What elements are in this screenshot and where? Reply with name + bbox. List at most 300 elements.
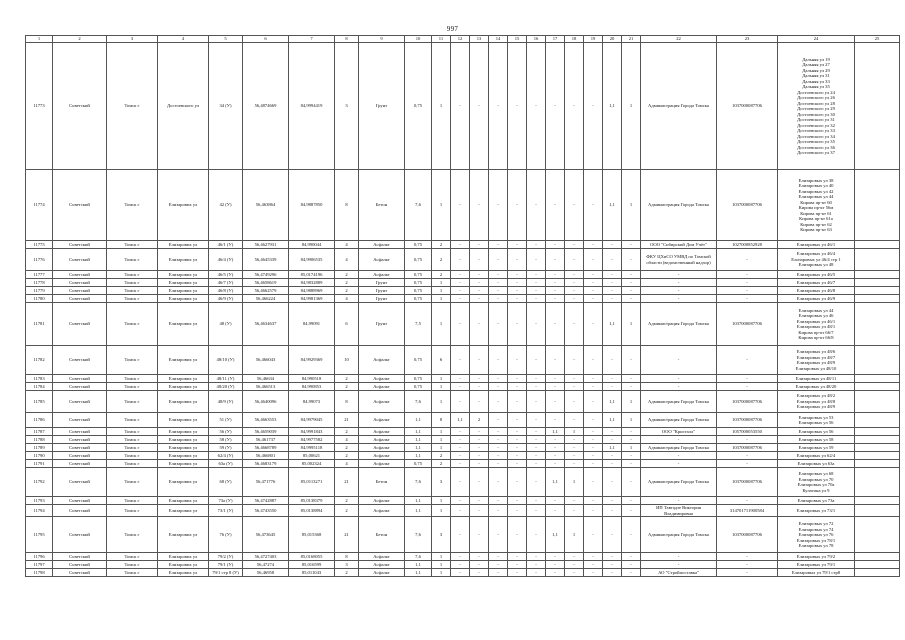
served-address: Дальняя ул 33 [802, 78, 830, 84]
cell-district: Советский [53, 391, 107, 413]
cell-container-count: 6 [432, 346, 451, 375]
cell-container-count: 1 [432, 295, 451, 303]
column-header: 8 [335, 36, 359, 43]
cell-col-15: - [508, 569, 527, 577]
cell-surface: Асфальт [359, 346, 405, 375]
served-address: Елизаровых ул 46/1 [796, 241, 836, 247]
cell-col-21: - [622, 460, 641, 468]
table-row [26, 444, 900, 452]
cell-col-20: 1,1 [603, 444, 622, 452]
cell-owner: Администрация Города Томска [641, 444, 717, 452]
cell-col-21: - [622, 468, 641, 497]
cell-col-14: - [489, 444, 508, 452]
cell-col-15: - [508, 505, 527, 517]
column-header: 11 [432, 36, 451, 43]
cell-volume: 0,75 [405, 249, 432, 271]
cell-district: Советский [53, 444, 107, 452]
served-address: Дальняя ул 27 [802, 62, 830, 67]
cell-col-19: - [584, 413, 603, 428]
cell-latitude: 56,473645 [243, 517, 289, 553]
cell-col-14: - [489, 383, 508, 391]
cell-latitude: 56,4645339 [243, 249, 289, 271]
cell-volume: 1,1 [405, 452, 432, 460]
cell-owner: Администрация Города Томска [641, 391, 717, 413]
cell-col-13: - [470, 436, 489, 444]
cell-col-18: - [565, 460, 584, 468]
cell-longitude: 85,0138379 [289, 497, 335, 505]
cell-row-id: 11795 [26, 517, 53, 553]
cell-col-12: - [451, 505, 470, 517]
cell-col-19: - [584, 468, 603, 497]
cell-area: 2 [335, 375, 359, 383]
cell-street: Елизарових ул [158, 303, 209, 346]
cell-latitude: 56,466224 [243, 295, 289, 303]
cell-volume: 1,1 [405, 569, 432, 577]
cell-longitude: 85,011043 [289, 569, 335, 577]
cell-col-12: - [451, 170, 470, 241]
cell-col-19: - [584, 561, 603, 569]
cell-city: Томск г [107, 436, 158, 444]
served-address: Елизаровых ул 48/9 [796, 360, 836, 365]
column-header: 7 [289, 36, 335, 43]
cell-col-12: - [451, 436, 470, 444]
served-address: Елизаровых ул 48/20 [795, 383, 837, 389]
cell-ogrn: 1037000087706 [717, 517, 778, 553]
cell-city: Томск г [107, 391, 158, 413]
cell-col-21: - [622, 383, 641, 391]
cell-served-addresses [778, 375, 855, 383]
cell-owner: - [641, 279, 717, 287]
cell-city: Томск г [107, 170, 158, 241]
cell-col-21: - [622, 505, 641, 517]
cell-longitude: 85,015368 [289, 517, 335, 553]
cell-row-id: 11774 [26, 170, 53, 241]
cell-col-21: 1 [622, 444, 641, 452]
cell-col-20: - [603, 383, 622, 391]
cell-col-15: - [508, 287, 527, 295]
cell-house: 62/4 (У) [209, 452, 243, 460]
cell-owner: - [641, 375, 717, 383]
cell-latitude: 56,46634 [243, 375, 289, 383]
cell-col-19: - [584, 287, 603, 295]
cell-col-18: - [565, 553, 584, 561]
cell-latitude: 56,466513 [243, 383, 289, 391]
served-address: Елизаровых ул 48/8 [796, 398, 836, 404]
cell-latitude: 56,4663553 [243, 413, 289, 428]
cell-ogrn: - [717, 295, 778, 303]
table-row [26, 561, 900, 569]
cell-area: 4 [335, 249, 359, 271]
cell-col-19: - [584, 375, 603, 383]
cell-col-13: - [470, 553, 489, 561]
cell-volume: 7,5 [405, 303, 432, 346]
cell-col-13: - [470, 303, 489, 346]
cell-col-15: - [508, 460, 527, 468]
served-address: Елизаровых ул 78 [798, 543, 834, 549]
served-address: Елизаровых ул 56 [798, 420, 834, 425]
cell-street: Елизарових ул [158, 383, 209, 391]
cell-col-13: - [470, 460, 489, 468]
cell-city: Томск г [107, 287, 158, 295]
cell-col-20: - [603, 241, 622, 249]
cell-col-16: - [527, 460, 546, 468]
cell-city: Томск г [107, 249, 158, 271]
cell-col-12: - [451, 497, 470, 505]
cell-container-count: 1 [432, 170, 451, 241]
cell-col-14: - [489, 569, 508, 577]
table-row [26, 375, 900, 383]
cell-col-21: 1 [622, 43, 641, 170]
table-row [26, 468, 900, 497]
cell-col-12: - [451, 249, 470, 271]
cell-volume: 0,75 [405, 241, 432, 249]
cell-col-12: - [451, 295, 470, 303]
table-row [26, 553, 900, 561]
cell-longitude: 84,9994419 [289, 43, 335, 170]
cell-row-id: 11782 [26, 346, 53, 375]
cell-container-count: 1 [432, 279, 451, 287]
cell-street: Елизарових ул [158, 505, 209, 517]
cell-area: 3 [335, 561, 359, 569]
cell-ogrn: - [717, 279, 778, 287]
served-address: Кулагина ул 9 [802, 487, 830, 493]
cell-district: Советский [53, 303, 107, 346]
cell-col-21: 1 [622, 303, 641, 346]
cell-col-12: - [451, 241, 470, 249]
cell-owner: Администрация Города Томска [641, 517, 717, 553]
column-header: 18 [565, 36, 584, 43]
cell-longitude: 84,990853 [289, 383, 335, 391]
cell-district: Советский [53, 295, 107, 303]
table-row [26, 241, 900, 249]
cell-col-14: - [489, 413, 508, 428]
column-header: 5 [209, 36, 243, 43]
cell-col-17: - [546, 241, 565, 249]
cell-row-id: 11789 [26, 444, 53, 452]
cell-row-id: 11781 [26, 303, 53, 346]
served-address: Елизаровых ул 79/1 [796, 562, 836, 568]
column-header: 14 [489, 36, 508, 43]
cell-longitude: 84,9929369 [289, 346, 335, 375]
cell-house: 79/1 (У) [209, 561, 243, 569]
cell-col-12: - [451, 303, 470, 346]
cell-surface: Асфальт [359, 249, 405, 271]
cell-col-19: - [584, 428, 603, 436]
served-address: Елизаровых ул 73/1 [796, 507, 836, 513]
cell-served-addresses [778, 303, 855, 346]
cell-col-20: 1,1 [603, 170, 622, 241]
column-header: 22 [641, 36, 717, 43]
cell-col-17: - [546, 346, 565, 375]
cell-col-12: - [451, 517, 470, 553]
served-address: Елизаровых ул 46/8 [796, 287, 836, 293]
cell-ogrn: - [717, 553, 778, 561]
cell-house: 42 (У) [209, 170, 243, 241]
cell-longitude: 84,9888969 [289, 287, 335, 295]
cell-col-20: - [603, 517, 622, 553]
cell-area: 4 [335, 295, 359, 303]
cell-col-13: - [470, 249, 489, 271]
served-address: Елизаровых ул 46/4 стр 1 [791, 256, 841, 262]
served-address: Елизаровых ул 74 [798, 526, 834, 532]
cell-row-id: 11790 [26, 452, 53, 460]
cell-volume: 0,75 [405, 383, 432, 391]
cell-ogrn: - [717, 561, 778, 569]
cell-col-13: - [470, 452, 489, 460]
cell-col-18: - [565, 346, 584, 375]
cell-col-20: 1,1 [603, 391, 622, 413]
cell-row-id: 11786 [26, 413, 53, 428]
cell-col-17: - [546, 553, 565, 561]
cell-street: Елизарових ул [158, 468, 209, 497]
cell-street: Елизарових ул [158, 271, 209, 279]
cell-served-addresses [778, 271, 855, 279]
cell-city: Томск г [107, 346, 158, 375]
cell-surface: Асфальт [359, 241, 405, 249]
cell-house: 79/1 стр 8 (У) [209, 569, 243, 577]
cell-container-count: 2 [432, 271, 451, 279]
cell-col-15: - [508, 497, 527, 505]
cell-street: Елизарових ул [158, 569, 209, 577]
cell-owner: Администрация Города Томска [641, 43, 717, 170]
cell-volume: 0,75 [405, 295, 432, 303]
cell-ogrn: - [717, 383, 778, 391]
cell-col-21: - [622, 375, 641, 383]
cell-house: 34 (У) [209, 43, 243, 170]
cell-city: Томск г [107, 375, 158, 383]
cell-col-12: - [451, 428, 470, 436]
served-address: Кирова пр-кт 61 [800, 210, 832, 216]
cell-empty [855, 303, 900, 346]
cell-col-17: - [546, 249, 565, 271]
cell-col-18: - [565, 497, 584, 505]
cell-served-addresses [778, 452, 855, 460]
cell-empty [855, 436, 900, 444]
cell-served-addresses [778, 436, 855, 444]
cell-served-addresses [778, 287, 855, 295]
cell-house: 48/20 (У) [209, 383, 243, 391]
column-header: 19 [584, 36, 603, 43]
cell-ogrn: - [717, 287, 778, 295]
cell-row-id: 11797 [26, 561, 53, 569]
cell-col-12: - [451, 553, 470, 561]
cell-district: Советский [53, 249, 107, 271]
cell-col-16: - [527, 241, 546, 249]
cell-street: Елизарових ул [158, 553, 209, 561]
cell-col-17: - [546, 413, 565, 428]
cell-house: 73/1 (У) [209, 505, 243, 517]
served-address: Достоевского ул 36 [797, 144, 835, 150]
cell-col-12: 1,1 [451, 413, 470, 428]
cell-container-count: 1 [432, 391, 451, 413]
cell-house: 48/11 (У) [209, 375, 243, 383]
cell-served-addresses [778, 241, 855, 249]
cell-surface: Асфальт [359, 561, 405, 569]
cell-container-count: 1 [432, 436, 451, 444]
cell-area: 2 [335, 279, 359, 287]
cell-col-19: - [584, 279, 603, 287]
table-row [26, 569, 900, 577]
cell-col-16: - [527, 452, 546, 460]
cell-longitude: 84,99073 [289, 391, 335, 413]
cell-col-21: - [622, 428, 641, 436]
served-address: Кирова пр-кт 61а [799, 216, 833, 221]
cell-latitude: 56,4742887 [243, 497, 289, 505]
cell-empty [855, 413, 900, 428]
column-header: 17 [546, 36, 565, 43]
column-header: 3 [107, 36, 158, 43]
cell-col-20: - [603, 452, 622, 460]
cell-owner: ИП Тавтадзе Виктория Владимировна [641, 505, 717, 517]
cell-volume: 1,1 [405, 444, 432, 452]
cell-city: Томск г [107, 279, 158, 287]
cell-col-17: - [546, 391, 565, 413]
column-header: 25 [855, 36, 900, 43]
cell-col-18: - [565, 383, 584, 391]
cell-city: Томск г [107, 271, 158, 279]
cell-empty [855, 444, 900, 452]
table-row [26, 452, 900, 460]
cell-col-17: - [546, 561, 565, 569]
cell-ogrn: - [717, 452, 778, 460]
cell-district: Советский [53, 505, 107, 517]
cell-col-19: - [584, 383, 603, 391]
cell-surface: Грунт [359, 279, 405, 287]
cell-owner: Администрация Города Томска [641, 303, 717, 346]
cell-col-12: - [451, 561, 470, 569]
cell-col-18: - [565, 271, 584, 279]
cell-col-19: - [584, 271, 603, 279]
cell-house: 68 (У) [209, 468, 243, 497]
cell-city: Томск г [107, 428, 158, 436]
cell-empty [855, 279, 900, 287]
cell-container-count: 3 [432, 468, 451, 497]
served-address: Достоевского ул 28 [797, 100, 835, 106]
cell-district: Советский [53, 569, 107, 577]
cell-col-15: - [508, 303, 527, 346]
cell-served-addresses [778, 249, 855, 271]
cell-col-16: - [527, 505, 546, 517]
cell-owner: - [641, 383, 717, 391]
cell-col-20: - [603, 249, 622, 271]
cell-served-addresses [778, 43, 855, 170]
served-address: Достоевского ул 33 [797, 128, 835, 133]
cell-district: Советский [53, 241, 107, 249]
cell-col-14: - [489, 170, 508, 241]
cell-col-14: - [489, 249, 508, 271]
cell-latitude: 56,4874669 [243, 43, 289, 170]
cell-served-addresses [778, 428, 855, 436]
cell-area: 4 [335, 436, 359, 444]
cell-col-15: - [508, 561, 527, 569]
cell-ogrn: 1037000087706 [717, 170, 778, 241]
cell-col-21: 1 [622, 391, 641, 413]
container-site-registry-table [25, 35, 900, 577]
cell-empty [855, 383, 900, 391]
cell-col-18: - [565, 249, 584, 271]
served-address: Достоевского ул 29 [797, 106, 835, 111]
cell-served-addresses [778, 553, 855, 561]
cell-col-17: 1,1 [546, 517, 565, 553]
cell-area: 2 [335, 383, 359, 391]
cell-empty [855, 249, 900, 271]
cell-col-15: - [508, 383, 527, 391]
cell-surface: Асфальт [359, 375, 405, 383]
cell-surface: Грунт [359, 303, 405, 346]
cell-col-20: - [603, 279, 622, 287]
cell-col-13: - [470, 505, 489, 517]
cell-volume: 7,6 [405, 170, 432, 241]
cell-surface: Грунт [359, 287, 405, 295]
table-row [26, 287, 900, 295]
cell-house: 46/9 (У) [209, 295, 243, 303]
cell-surface: Асфальт [359, 436, 405, 444]
cell-col-21: - [622, 279, 641, 287]
cell-col-21: - [622, 553, 641, 561]
cell-col-13: - [470, 561, 489, 569]
cell-col-19: - [584, 249, 603, 271]
cell-col-15: - [508, 279, 527, 287]
cell-city: Томск г [107, 505, 158, 517]
cell-city: Томск г [107, 561, 158, 569]
cell-col-16: - [527, 444, 546, 452]
cell-longitude: 84,9995118 [289, 444, 335, 452]
cell-city: Томск г [107, 241, 158, 249]
cell-volume: 7,6 [405, 391, 432, 413]
column-header: 6 [243, 36, 289, 43]
cell-owner: ООО "Кристалл" [641, 428, 717, 436]
column-header: 16 [527, 36, 546, 43]
cell-col-14: - [489, 561, 508, 569]
cell-longitude: 85,0174196 [289, 271, 335, 279]
cell-col-19: - [584, 553, 603, 561]
cell-area: 21 [335, 468, 359, 497]
column-header: 9 [359, 36, 405, 43]
cell-area: 8 [335, 553, 359, 561]
table-row [26, 413, 900, 428]
cell-surface: Бетон [359, 468, 405, 497]
cell-city: Томск г [107, 517, 158, 553]
cell-col-14: - [489, 497, 508, 505]
cell-ogrn: - [717, 249, 778, 271]
cell-served-addresses [778, 170, 855, 241]
cell-col-18: - [565, 287, 584, 295]
cell-district: Советский [53, 468, 107, 497]
served-address: Елизаровых ул 79/1 стр8 [791, 570, 841, 576]
cell-volume: 0,75 [405, 279, 432, 287]
cell-row-id: 11785 [26, 391, 53, 413]
cell-longitude: 85,0138894 [289, 505, 335, 517]
cell-col-20: - [603, 497, 622, 505]
cell-empty [855, 271, 900, 279]
cell-ogrn: 1057000053550 [717, 428, 778, 436]
cell-volume: 0,75 [405, 43, 432, 170]
cell-area: 6 [335, 303, 359, 346]
cell-col-14: - [489, 452, 508, 460]
cell-served-addresses [778, 346, 855, 375]
column-header: 13 [470, 36, 489, 43]
cell-col-18: - [565, 569, 584, 577]
served-address: Дальняя ул 29 [802, 67, 830, 73]
cell-area: 3 [335, 43, 359, 170]
cell-col-15: - [508, 468, 527, 497]
cell-col-18: - [565, 170, 584, 241]
cell-street: Елизарових ул [158, 391, 209, 413]
cell-latitude: 56,4640096 [243, 391, 289, 413]
served-address: Елизаровых ул 46/5 [796, 271, 836, 277]
cell-owner: ООО "Сибирский Дом Учёт" [641, 241, 717, 249]
cell-surface: Асфальт [359, 383, 405, 391]
